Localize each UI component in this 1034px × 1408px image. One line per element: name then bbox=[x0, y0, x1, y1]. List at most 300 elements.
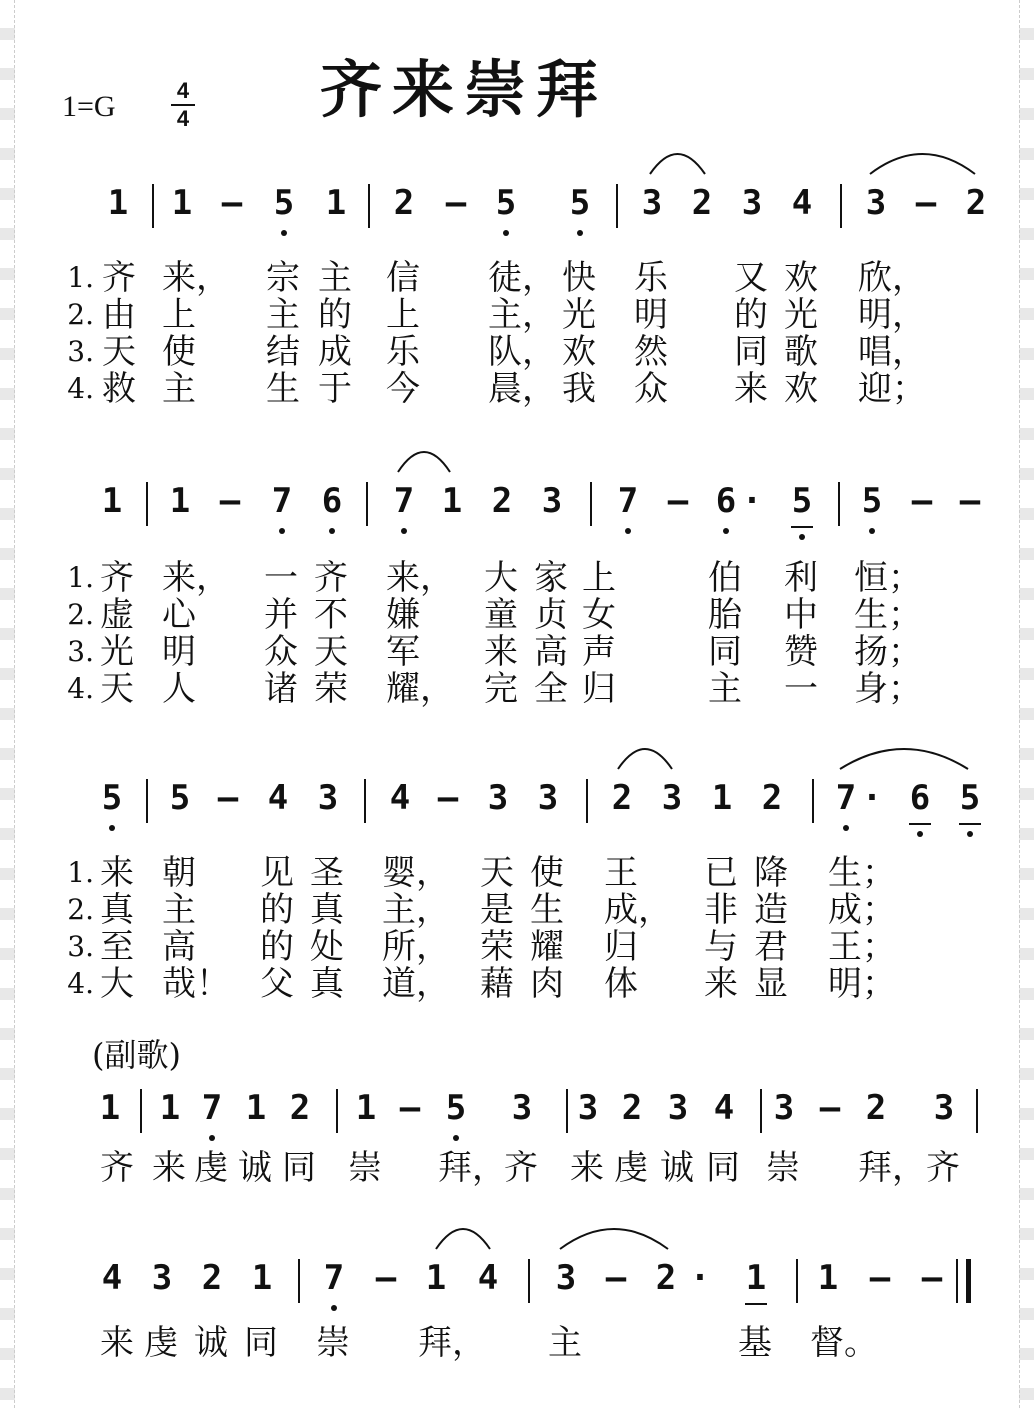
lyric-syllable: 来， bbox=[162, 558, 230, 598]
lyric-syllable: 女 bbox=[582, 595, 616, 635]
note: 6 bbox=[715, 481, 737, 521]
chorus-label: (副歌) bbox=[92, 1036, 181, 1074]
octave-dot-below bbox=[625, 528, 631, 534]
lyric-syllable: 童 bbox=[484, 595, 518, 635]
chorus-lyric-line bbox=[0, 1325, 1034, 1361]
lyric-syllable: 欢 bbox=[562, 332, 596, 372]
lyric-syllable: 虔 bbox=[614, 1148, 648, 1188]
lyric-syllable: 归 bbox=[604, 927, 638, 967]
note: 5 bbox=[861, 481, 883, 521]
slur-arc bbox=[618, 749, 672, 769]
lyric-syllable: 众 bbox=[264, 632, 298, 672]
verse-number: 1. bbox=[67, 856, 94, 889]
lyric-syllable: 来 bbox=[100, 853, 134, 893]
octave-dot-below bbox=[401, 528, 407, 534]
underline-beam bbox=[745, 1303, 767, 1305]
note: 5 bbox=[791, 481, 813, 521]
note: 2 bbox=[621, 1088, 643, 1128]
barline bbox=[146, 779, 148, 823]
lyric-syllable: 高 bbox=[534, 632, 568, 672]
octave-dot-below bbox=[723, 528, 729, 534]
note: 2 bbox=[865, 1088, 887, 1128]
lyric-syllable: 大 bbox=[100, 964, 134, 1004]
lyric-syllable: 与 bbox=[704, 927, 738, 967]
lyric-syllable: 天 bbox=[100, 669, 134, 709]
lyric-syllable: 使 bbox=[162, 332, 196, 372]
octave-dot-below bbox=[799, 534, 805, 540]
barline bbox=[140, 1089, 142, 1133]
lyric-syllable: 成 bbox=[318, 332, 352, 372]
slur-arc bbox=[560, 1229, 668, 1249]
lyric-syllable: 生； bbox=[854, 595, 922, 635]
note: 2 bbox=[761, 778, 783, 818]
note: 2 bbox=[491, 481, 513, 521]
lyric-syllable: 主 bbox=[162, 890, 196, 930]
lyric-syllable: 君 bbox=[754, 927, 788, 967]
lyric-syllable: 明； bbox=[828, 964, 896, 1004]
dash-note: – bbox=[667, 481, 689, 521]
lyric-syllable: 扬； bbox=[854, 632, 922, 672]
lyric-syllable: 快 bbox=[562, 258, 596, 298]
barline bbox=[528, 1259, 530, 1303]
note: 3 bbox=[865, 183, 887, 223]
lyric-syllable: 肉 bbox=[530, 964, 564, 1004]
lyric-syllable: 来 bbox=[704, 964, 738, 1004]
dash-note: – bbox=[437, 778, 459, 818]
note: 4 bbox=[267, 778, 289, 818]
lyric-syllable: 造 bbox=[754, 890, 788, 930]
lyric-syllable: 同 bbox=[708, 632, 742, 672]
lyric-syllable: 于 bbox=[318, 369, 352, 409]
note: 7 bbox=[201, 1088, 223, 1128]
notation-line bbox=[0, 775, 1034, 855]
lyric-syllable: 齐 bbox=[100, 1148, 134, 1188]
dash-note: – bbox=[219, 481, 241, 521]
lyric-syllable: 至 bbox=[100, 927, 134, 967]
dash-note: – bbox=[959, 481, 981, 521]
lyric-syllable: 欢 bbox=[784, 369, 818, 409]
lyric-syllable: 生 bbox=[266, 369, 300, 409]
octave-dot-below bbox=[843, 825, 849, 831]
lyric-syllable: 家 bbox=[534, 558, 568, 598]
barline bbox=[336, 1089, 338, 1133]
lyric-syllable: 显 bbox=[754, 964, 788, 1004]
octave-dot-below bbox=[279, 528, 285, 534]
barline bbox=[298, 1259, 300, 1303]
lyric-syllable: 父 bbox=[260, 964, 294, 1004]
lyric-syllable: 结 bbox=[266, 332, 300, 372]
lyric-syllable: 归 bbox=[582, 669, 616, 709]
lyric-syllable: 所， bbox=[382, 927, 450, 967]
lyric-syllable: 欣， bbox=[858, 258, 926, 298]
note: 5 bbox=[569, 183, 591, 223]
lyric-syllable: 赞 bbox=[784, 632, 818, 672]
dash-note: – bbox=[819, 1088, 841, 1128]
note: 1 bbox=[711, 778, 733, 818]
lyric-syllable: 藉 bbox=[480, 964, 514, 1004]
verse-number: 1. bbox=[67, 561, 94, 594]
lyric-syllable: 督。 bbox=[810, 1323, 878, 1363]
note: 1 bbox=[169, 481, 191, 521]
lyric-syllable: 恒； bbox=[854, 558, 922, 598]
note: 2 bbox=[965, 183, 987, 223]
barline bbox=[838, 482, 840, 526]
note: 3 bbox=[577, 1088, 599, 1128]
final-barline-thin bbox=[956, 1259, 958, 1303]
lyric-syllable: 人 bbox=[162, 669, 196, 709]
lyric-syllable: 明 bbox=[162, 632, 196, 672]
lyric-syllable: 乐 bbox=[386, 332, 420, 372]
note: 3 bbox=[317, 778, 339, 818]
lyric-syllable: 的 bbox=[260, 890, 294, 930]
lyric-syllable: 崇 bbox=[766, 1148, 800, 1188]
lyric-syllable: 上 bbox=[582, 558, 616, 598]
octave-dot-below bbox=[281, 230, 287, 236]
lyric-syllable: 朝 bbox=[162, 853, 196, 893]
note: 2 bbox=[393, 183, 415, 223]
note: 3 bbox=[555, 1258, 577, 1298]
lyric-syllable: 齐 bbox=[504, 1148, 538, 1188]
note: 4 bbox=[791, 183, 813, 223]
lyric-syllable: 的 bbox=[318, 295, 352, 335]
note: 1 bbox=[245, 1088, 267, 1128]
lyric-syllable: 来 bbox=[570, 1148, 604, 1188]
lyric-syllable: 胎 bbox=[708, 595, 742, 635]
lyric-syllable: 众 bbox=[634, 369, 668, 409]
lyric-syllable: 歌 bbox=[784, 332, 818, 372]
lyric-syllable: 由 bbox=[102, 295, 136, 335]
note: 2 bbox=[289, 1088, 311, 1128]
note: 3 bbox=[933, 1088, 955, 1128]
lyric-syllable: 耀， bbox=[386, 669, 454, 709]
note: 3 bbox=[641, 183, 663, 223]
lyric-syllable: 心 bbox=[162, 595, 196, 635]
note: 2 bbox=[691, 183, 713, 223]
lyric-syllable: 全 bbox=[534, 669, 568, 709]
octave-dot-below bbox=[109, 825, 115, 831]
barline bbox=[152, 184, 154, 228]
dash-note: – bbox=[915, 183, 937, 223]
lyric-syllable: 齐 bbox=[100, 558, 134, 598]
lyric-syllable: 乐 bbox=[634, 258, 668, 298]
octave-dot-below bbox=[329, 528, 335, 534]
lyric-syllable: 道， bbox=[382, 964, 450, 1004]
note: 3 bbox=[537, 778, 559, 818]
barline bbox=[364, 779, 366, 823]
note: 7 bbox=[835, 778, 857, 818]
octave-dot-below bbox=[209, 1135, 215, 1141]
lyric-syllable: 荣 bbox=[314, 669, 348, 709]
lyric-syllable: 上 bbox=[162, 295, 196, 335]
lyric-syllable: 同 bbox=[244, 1323, 278, 1363]
lyric-syllable: 唱， bbox=[858, 332, 926, 372]
notation-line bbox=[0, 180, 1034, 260]
note: 1 bbox=[107, 183, 129, 223]
lyric-syllable: 明， bbox=[858, 295, 926, 335]
lyric-syllable: 声 bbox=[582, 632, 616, 672]
lyric-syllable: 并 bbox=[264, 595, 298, 635]
note: 4 bbox=[389, 778, 411, 818]
lyric-syllable: 拜， bbox=[438, 1148, 506, 1188]
lyric-syllable: 真 bbox=[310, 890, 344, 930]
dash-note: – bbox=[869, 1258, 891, 1298]
lyric-syllable: 真 bbox=[310, 964, 344, 1004]
time-signature bbox=[168, 78, 198, 132]
barline bbox=[366, 482, 368, 526]
note: 1 bbox=[251, 1258, 273, 1298]
lyric-syllable: 的 bbox=[260, 927, 294, 967]
lyric-line bbox=[0, 260, 1034, 296]
note: 1 bbox=[325, 183, 347, 223]
lyric-syllable: 光 bbox=[562, 295, 596, 335]
note: 3 bbox=[487, 778, 509, 818]
note: 1 bbox=[441, 481, 463, 521]
note: 7 bbox=[271, 481, 293, 521]
lyric-syllable: 大 bbox=[484, 558, 518, 598]
lyric-syllable: 非 bbox=[704, 890, 738, 930]
note: 4 bbox=[713, 1088, 735, 1128]
lyric-syllable: 诚 bbox=[238, 1148, 272, 1188]
note: 6 bbox=[909, 778, 931, 818]
lyric-syllable: 伯 bbox=[708, 558, 742, 598]
underline-beam bbox=[909, 823, 931, 825]
note: 4 bbox=[477, 1258, 499, 1298]
lyric-line bbox=[0, 297, 1034, 333]
lyric-syllable: 已 bbox=[704, 853, 738, 893]
lyric-syllable: 来 bbox=[734, 369, 768, 409]
lyric-line bbox=[0, 966, 1034, 1002]
lyric-syllable: 宗 bbox=[266, 258, 300, 298]
lyric-syllable: 徒， bbox=[488, 258, 556, 298]
lyric-syllable: 虚 bbox=[100, 595, 134, 635]
note: 5 bbox=[273, 183, 295, 223]
verse-number: 2. bbox=[67, 598, 94, 631]
lyric-syllable: 使 bbox=[530, 853, 564, 893]
note: 1 bbox=[817, 1258, 839, 1298]
octave-dot-below bbox=[577, 230, 583, 236]
note: 7 bbox=[393, 481, 415, 521]
lyric-syllable: 是 bbox=[480, 890, 514, 930]
verse-number: 2. bbox=[67, 298, 94, 331]
dash-note: – bbox=[221, 183, 243, 223]
dash-note: – bbox=[921, 1258, 943, 1298]
lyric-syllable: 见 bbox=[260, 853, 294, 893]
lyric-syllable: 耀 bbox=[530, 927, 564, 967]
note: 1 bbox=[745, 1258, 767, 1298]
lyric-syllable: 主 bbox=[318, 258, 352, 298]
note: 3 bbox=[511, 1088, 533, 1128]
note: 3 bbox=[741, 183, 763, 223]
dash-note: – bbox=[399, 1088, 421, 1128]
time-signature-bottom: 4 bbox=[176, 106, 190, 131]
lyric-syllable: 主， bbox=[488, 295, 556, 335]
lyric-syllable: 今 bbox=[386, 369, 420, 409]
dash-note: – bbox=[445, 183, 467, 223]
underline-beam bbox=[791, 526, 813, 528]
lyric-line bbox=[0, 855, 1034, 891]
note: 7 bbox=[617, 481, 639, 521]
lyric-syllable: 成； bbox=[828, 890, 896, 930]
lyric-syllable: 崇 bbox=[316, 1323, 350, 1363]
note: 1 bbox=[159, 1088, 181, 1128]
lyric-syllable: 上 bbox=[386, 295, 420, 335]
lyric-syllable: 拜， bbox=[858, 1148, 926, 1188]
lyric-syllable: 来， bbox=[162, 258, 230, 298]
barline bbox=[616, 184, 618, 228]
note: 2 bbox=[611, 778, 633, 818]
lyric-syllable: 光 bbox=[784, 295, 818, 335]
lyric-syllable: 基 bbox=[738, 1323, 772, 1363]
lyric-syllable: 哉！ bbox=[162, 964, 230, 1004]
lyric-syllable: 王 bbox=[604, 853, 638, 893]
barline bbox=[796, 1259, 798, 1303]
time-signature-top: 4 bbox=[176, 78, 190, 103]
note: 3 bbox=[661, 778, 683, 818]
dot-note: · bbox=[861, 778, 883, 818]
lyric-syllable: 迎； bbox=[858, 369, 926, 409]
lyric-line bbox=[0, 929, 1034, 965]
verse-number: 3. bbox=[67, 635, 94, 668]
barline bbox=[590, 482, 592, 526]
lyric-syllable: 然 bbox=[634, 332, 668, 372]
lyric-syllable: 嫌 bbox=[386, 595, 420, 635]
lyric-syllable: 诸 bbox=[264, 669, 298, 709]
lyric-syllable: 光 bbox=[100, 632, 134, 672]
note: 1 bbox=[355, 1088, 377, 1128]
slur-arc bbox=[398, 452, 450, 472]
lyric-syllable: 一 bbox=[264, 558, 298, 598]
lyric-syllable: 不 bbox=[314, 595, 348, 635]
verse-number: 4. bbox=[67, 967, 94, 1000]
chorus-lyric-line bbox=[0, 1150, 1034, 1186]
lyric-syllable: 真 bbox=[100, 890, 134, 930]
lyric-line bbox=[0, 634, 1034, 670]
lyric-syllable: 同 bbox=[282, 1148, 316, 1188]
lyric-syllable: 荣 bbox=[480, 927, 514, 967]
note: 6 bbox=[321, 481, 343, 521]
lyric-syllable: 来 bbox=[152, 1148, 186, 1188]
note: 5 bbox=[445, 1088, 467, 1128]
note: 3 bbox=[667, 1088, 689, 1128]
lyric-syllable: 来 bbox=[484, 632, 518, 672]
barline bbox=[368, 184, 370, 228]
note: 1 bbox=[171, 183, 193, 223]
octave-dot-below bbox=[869, 528, 875, 534]
slur-arc bbox=[436, 1229, 490, 1249]
lyric-syllable: 拜， bbox=[418, 1323, 486, 1363]
lyric-line bbox=[0, 597, 1034, 633]
lyric-syllable: 晨， bbox=[488, 369, 556, 409]
lyric-line bbox=[0, 671, 1034, 707]
lyric-line bbox=[0, 371, 1034, 407]
octave-dot-below bbox=[967, 831, 973, 837]
note: 5 bbox=[959, 778, 981, 818]
octave-dot-below bbox=[453, 1135, 459, 1141]
lyric-syllable: 救 bbox=[102, 369, 136, 409]
lyric-syllable: 诚 bbox=[194, 1323, 228, 1363]
lyric-syllable: 崇 bbox=[348, 1148, 382, 1188]
lyric-syllable: 降 bbox=[754, 853, 788, 893]
barline bbox=[840, 184, 842, 228]
lyric-syllable: 体 bbox=[604, 964, 638, 1004]
lyric-syllable: 主 bbox=[266, 295, 300, 335]
note: 1 bbox=[425, 1258, 447, 1298]
barline bbox=[586, 779, 588, 823]
lyric-syllable: 来 bbox=[100, 1323, 134, 1363]
verse-number: 3. bbox=[67, 930, 94, 963]
lyric-syllable: 生 bbox=[530, 890, 564, 930]
octave-dot-below bbox=[917, 831, 923, 837]
dot-note: · bbox=[689, 1258, 711, 1298]
song-title: 齐来崇拜 bbox=[320, 53, 609, 126]
octave-dot-below bbox=[503, 230, 509, 236]
dash-note: – bbox=[605, 1258, 627, 1298]
dash-note: – bbox=[375, 1258, 397, 1298]
underline-beam bbox=[959, 823, 981, 825]
lyric-line bbox=[0, 334, 1034, 370]
note: 1 bbox=[99, 1088, 121, 1128]
dash-note: – bbox=[217, 778, 239, 818]
lyric-syllable: 高 bbox=[162, 927, 196, 967]
lyric-syllable: 圣 bbox=[310, 853, 344, 893]
octave-dot-below bbox=[331, 1305, 337, 1311]
lyric-syllable: 贞 bbox=[534, 595, 568, 635]
verse-number: 3. bbox=[67, 335, 94, 368]
lyric-syllable: 诚 bbox=[660, 1148, 694, 1188]
lyric-syllable: 一 bbox=[784, 669, 818, 709]
barline bbox=[976, 1089, 978, 1133]
lyric-syllable: 利 bbox=[784, 558, 818, 598]
final-barline bbox=[966, 1259, 971, 1303]
barline bbox=[812, 779, 814, 823]
verse-number: 4. bbox=[67, 672, 94, 705]
dot-note: · bbox=[741, 481, 763, 521]
note: 3 bbox=[541, 481, 563, 521]
note: 1 bbox=[101, 481, 123, 521]
verse-number: 2. bbox=[67, 893, 94, 926]
note: 3 bbox=[151, 1258, 173, 1298]
lyric-syllable: 王； bbox=[828, 927, 896, 967]
lyric-line bbox=[0, 560, 1034, 596]
slur-arc bbox=[650, 154, 705, 174]
lyric-syllable: 主， bbox=[382, 890, 450, 930]
lyric-syllable: 虔 bbox=[144, 1323, 178, 1363]
lyric-syllable: 完 bbox=[484, 669, 518, 709]
note: 5 bbox=[495, 183, 517, 223]
barline bbox=[760, 1089, 762, 1133]
note: 3 bbox=[773, 1088, 795, 1128]
note: 2 bbox=[655, 1258, 677, 1298]
lyric-syllable: 又 bbox=[734, 258, 768, 298]
lyric-syllable: 齐 bbox=[314, 558, 348, 598]
lyric-line bbox=[0, 892, 1034, 928]
lyric-syllable: 同 bbox=[734, 332, 768, 372]
verse-number: 4. bbox=[67, 372, 94, 405]
note: 4 bbox=[101, 1258, 123, 1298]
note: 7 bbox=[323, 1258, 345, 1298]
lyric-syllable: 来， bbox=[386, 558, 454, 598]
lyric-syllable: 生； bbox=[828, 853, 896, 893]
lyric-syllable: 军 bbox=[386, 632, 420, 672]
dash-note: – bbox=[911, 481, 933, 521]
lyric-syllable: 齐 bbox=[926, 1148, 960, 1188]
lyric-syllable: 我 bbox=[562, 369, 596, 409]
lyric-syllable: 处 bbox=[310, 927, 344, 967]
lyric-syllable: 虔 bbox=[194, 1148, 228, 1188]
verse-number: 1. bbox=[67, 261, 94, 294]
note: 5 bbox=[101, 778, 123, 818]
lyric-syllable: 同 bbox=[706, 1148, 740, 1188]
